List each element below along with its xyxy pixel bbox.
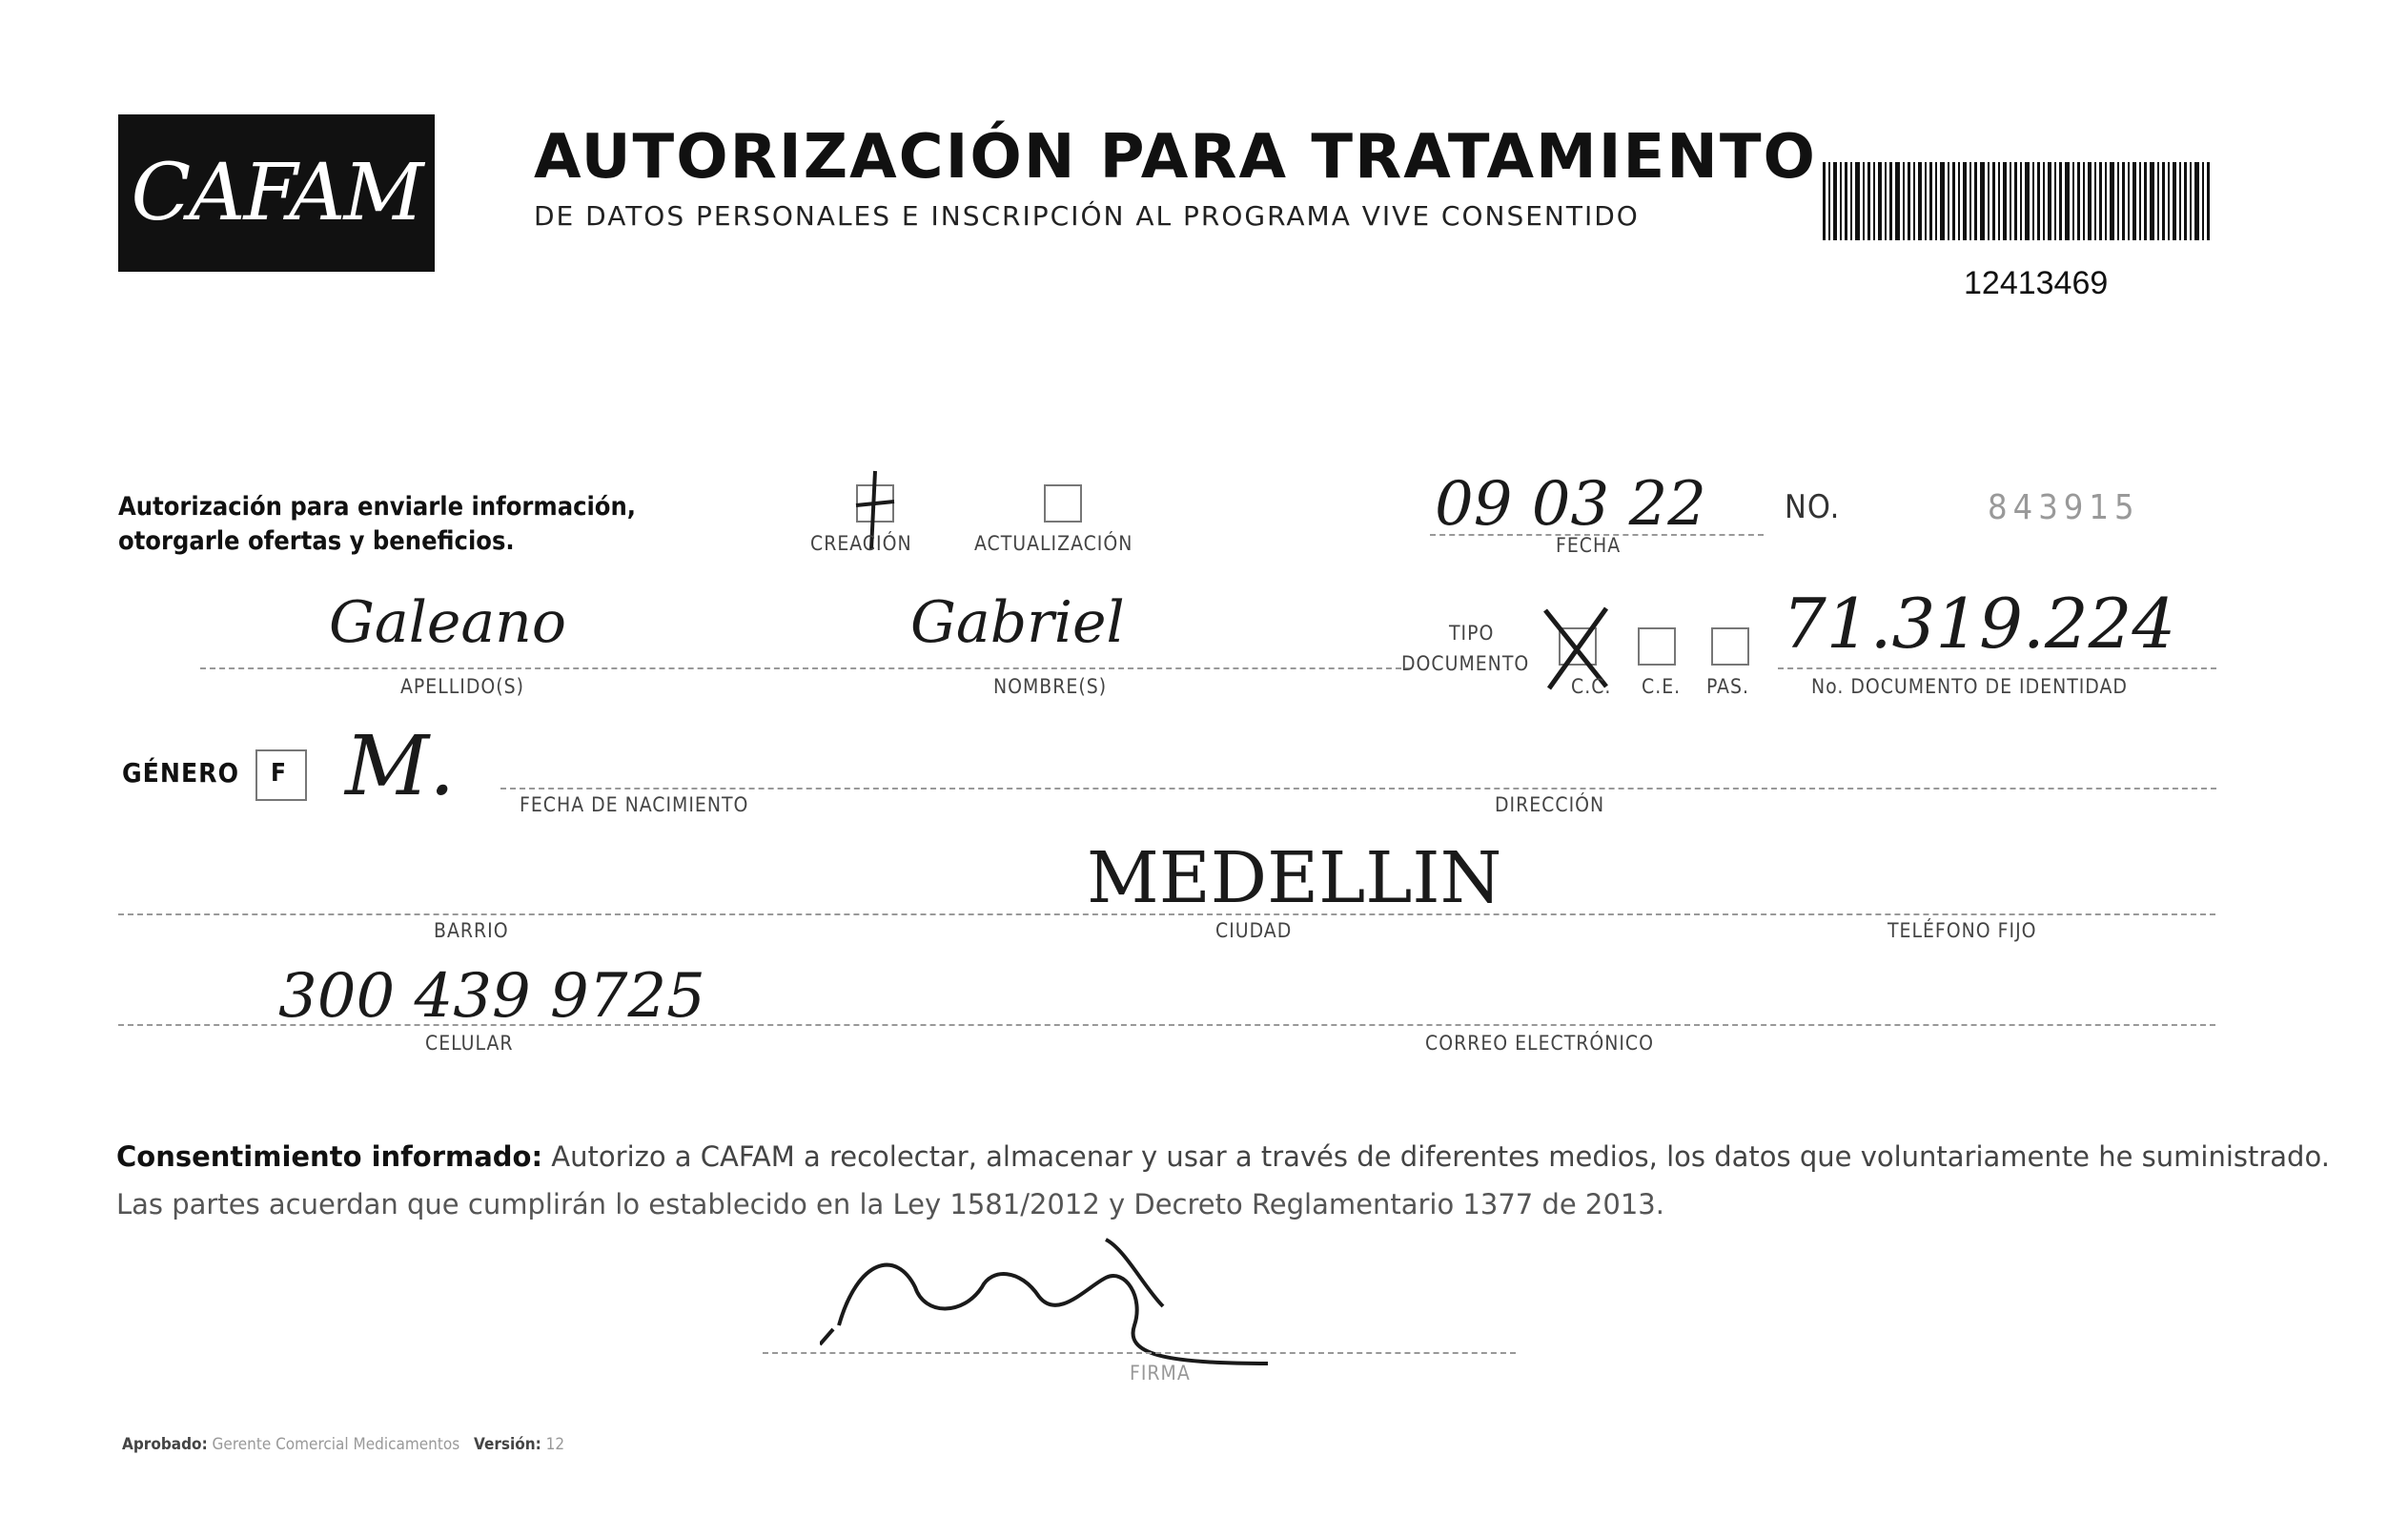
barrio-label: BARRIO xyxy=(434,919,509,942)
consent-heading: Consentimiento informado: xyxy=(116,1140,543,1173)
nombre-value[interactable]: Gabriel xyxy=(910,589,1125,656)
actualizacion-checkbox[interactable] xyxy=(1044,484,1082,523)
pas-label: PAS. xyxy=(1706,675,1749,698)
ciudad-value[interactable]: MEDELLIN xyxy=(1087,837,1502,919)
cc-label: C.C. xyxy=(1571,675,1612,698)
ce-label: C.E. xyxy=(1642,675,1682,698)
telefono-fijo-label: TELÉFONO FIJO xyxy=(1888,919,2037,942)
barcode xyxy=(1823,162,2210,240)
documento-value[interactable]: 71.319.224 xyxy=(1783,584,2176,664)
ciudad-label: CIUDAD xyxy=(1215,919,1293,942)
no-value: 843915 xyxy=(1988,488,2140,527)
documento-label: No. DOCUMENTO DE IDENTIDAD xyxy=(1811,675,2128,698)
consent-paragraph-1 xyxy=(116,1140,2330,1173)
celular-value[interactable]: 300 439 9725 xyxy=(278,961,705,1032)
aprobado-label: Aprobado: xyxy=(122,1435,208,1454)
fecha-label: FECHA xyxy=(1556,534,1622,557)
genero-f-label: F xyxy=(271,759,287,788)
cafam-logo: CAFAM xyxy=(118,114,435,272)
pas-checkbox[interactable] xyxy=(1711,627,1749,666)
correo-label: CORREO ELECTRÓNICO xyxy=(1425,1032,1654,1055)
apellido-label: APELLIDO(S) xyxy=(400,675,525,698)
fecha-nacimiento-label: FECHA DE NACIMIENTO xyxy=(520,793,749,816)
authorization-line-2: otorgarle ofertas y beneficios. xyxy=(118,526,515,556)
fecha-value[interactable]: 09 03 22 xyxy=(1435,469,1706,540)
ce-checkbox[interactable] xyxy=(1638,627,1676,666)
firma-label: FIRMA xyxy=(1130,1362,1191,1384)
documento-type-label: DOCUMENTO xyxy=(1401,652,1530,675)
aprobado-value: Gerente Comercial Medicamentos xyxy=(212,1435,460,1454)
creacion-label: CREACIÓN xyxy=(810,532,912,555)
consent-text-2: Las partes acuerdan que cumplirán lo establecido en la Ley 1581/2012 y Decreto Reglamentario 1377 de 2013. xyxy=(116,1188,1664,1220)
tipo-label: TIPO xyxy=(1449,622,1495,645)
actualizacion-label: ACTUALIZACIÓN xyxy=(974,532,1133,555)
form-subtitle: DE DATOS PERSONALES E INSCRIPCIÓN AL PROGRAMA VIVE CONSENTIDO xyxy=(534,200,1640,232)
version-label: Versión: xyxy=(474,1435,541,1454)
form-title: AUTORIZACIÓN PARA TRATAMIENTO xyxy=(534,122,1817,193)
direccion-label: DIRECCIÓN xyxy=(1495,793,1605,816)
genero-label: GÉNERO xyxy=(122,757,239,789)
no-label: NO. xyxy=(1785,488,1841,526)
nombre-label: NOMBRE(S) xyxy=(993,675,1108,698)
genero-m-mark[interactable]: M. xyxy=(345,719,456,814)
consent-text-1: Autorizo a CAFAM a recolectar, almacenar y usar a través de diferentes medios, los datos que voluntariamente he suministrado. xyxy=(542,1140,2330,1173)
celular-label: CELULAR xyxy=(425,1032,514,1055)
apellido-value[interactable]: Galeano xyxy=(329,589,566,656)
footer-approval xyxy=(122,1435,564,1454)
version-value: 12 xyxy=(545,1435,565,1454)
barcode-number: 12413469 xyxy=(1964,265,2109,301)
authorization-line-1: Autorización para enviarle información, xyxy=(118,492,637,522)
